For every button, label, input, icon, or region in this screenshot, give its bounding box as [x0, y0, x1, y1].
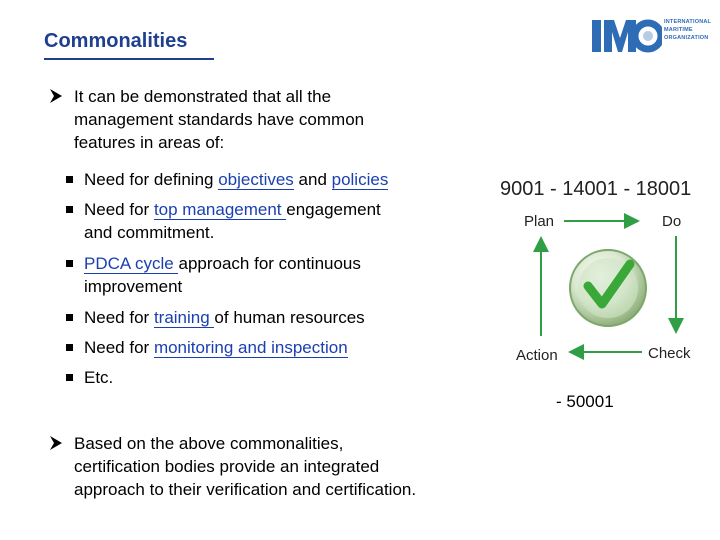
square-bullet-icon: [66, 344, 73, 351]
square-bullet-icon: [66, 176, 73, 183]
bullet-intro: [74, 85, 364, 154]
subitem: [84, 336, 348, 359]
subitem-text: approach for continuous: [178, 254, 361, 273]
do-label: Do: [662, 213, 682, 230]
subitem-text: of human resources: [214, 308, 365, 327]
slide-title: Commonalities: [44, 30, 188, 52]
subitem: [84, 198, 381, 244]
link-policies[interactable]: policies: [331, 170, 389, 189]
pdca-diagram: [496, 170, 712, 370]
subitem: [84, 366, 113, 389]
subitem-text: Need for defining: [84, 170, 219, 189]
logo-line-1: INTERNATIONAL: [664, 19, 712, 25]
square-bullet-icon: [66, 206, 73, 213]
subitem-text: engagement: [286, 200, 381, 219]
link-training[interactable]: training: [153, 308, 215, 327]
standard-suffix: - 50001: [556, 392, 614, 411]
link-objectives[interactable]: objectives: [218, 170, 294, 189]
plan-label: Plan: [524, 213, 555, 230]
imo-logo-mark: [590, 18, 662, 54]
bullet-conclusion-line: Based on the above commonalities,: [74, 434, 344, 453]
square-bullet-icon: [66, 260, 73, 267]
subitem-text: Etc.: [84, 368, 114, 387]
subitem-text: Need for: [84, 338, 154, 357]
square-bullet-icon: [66, 374, 73, 381]
link-pdca-cycle[interactable]: PDCA cycle: [84, 254, 179, 273]
subitem-continuation: and commitment.: [84, 223, 215, 242]
subitem: [84, 306, 365, 329]
standards-label: 9001 - 14001 - 18001: [500, 178, 692, 200]
arrow-bullet-icon: [48, 435, 64, 451]
arrow-bullet-icon: [48, 88, 64, 104]
imo-logo: [590, 16, 712, 56]
logo-line-2: MARITIME: [664, 27, 693, 33]
link-monitoring-inspection[interactable]: monitoring and inspection: [153, 338, 348, 357]
bullet-intro-line: features in areas of:: [74, 133, 225, 152]
bullet-conclusion: [74, 432, 416, 501]
bullet-intro-line: management standards have common: [74, 110, 365, 129]
check-label: Check: [648, 345, 691, 362]
square-bullet-icon: [66, 314, 73, 321]
logo-line-3: ORGANIZATION: [664, 35, 709, 41]
subitem-text: Need for: [84, 308, 154, 327]
subitem-text: and: [293, 170, 332, 189]
link-top-management[interactable]: top management: [153, 200, 287, 219]
bullet-conclusion-line: certification bodies provide an integrated: [74, 457, 380, 476]
subitem: [84, 168, 388, 191]
bullet-conclusion-line: approach to their verification and certification.: [74, 480, 417, 499]
imo-logo-text: [664, 18, 711, 42]
subitem-text: Need for: [84, 200, 154, 219]
subitem: [84, 252, 361, 298]
title-underline: [44, 58, 214, 60]
bullet-intro-line: It can be demonstrated that all the: [74, 87, 332, 106]
action-label: Action: [516, 347, 558, 364]
subitem-continuation: improvement: [84, 277, 183, 296]
